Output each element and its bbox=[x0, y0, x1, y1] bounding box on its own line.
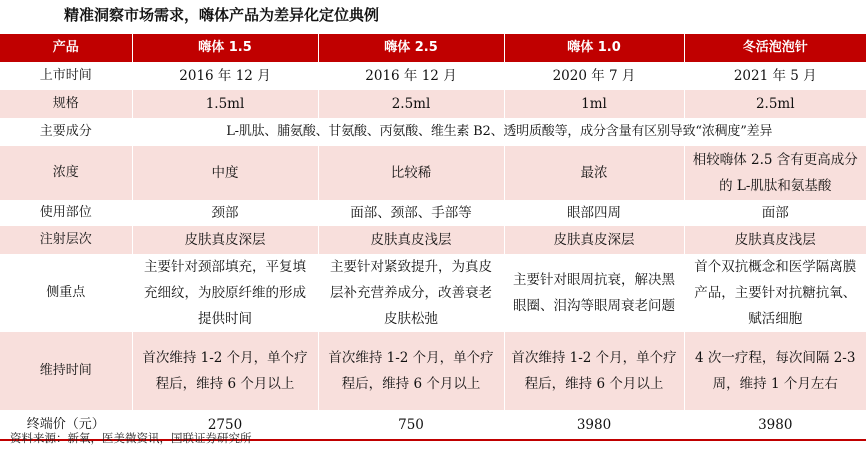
table-cell: 皮肤真皮浅层 bbox=[318, 226, 504, 254]
comparison-table bbox=[0, 34, 866, 441]
page-title: 精准洞察市场需求，嗨体产品为差异化定位典例 bbox=[64, 6, 380, 24]
table-cell: 主要针对眼周抗衰，解决黑眼圈、泪沟等眼周衰老问题 bbox=[504, 254, 684, 332]
table-cell: 相较嗨体 2.5 含有更高成分的 L-肌肽和氨基酸 bbox=[684, 146, 866, 200]
table-cell: 2750 bbox=[132, 410, 318, 440]
table-cell: 1ml bbox=[504, 90, 684, 118]
table-cell: 3980 bbox=[504, 410, 684, 440]
row-label: 主要成分 bbox=[0, 118, 132, 146]
row-label: 终端价（元） bbox=[0, 410, 132, 440]
table-cell: 3980 bbox=[684, 410, 866, 440]
row-label: 使用部位 bbox=[0, 200, 132, 226]
table-cell: 中度 bbox=[132, 146, 318, 200]
table-header-row bbox=[0, 34, 866, 62]
table-cell: 首次维持 1-2 个月，单个疗程后，维持 6 个月以上 bbox=[504, 332, 684, 410]
table-cell: 1.5ml bbox=[132, 90, 318, 118]
table-row bbox=[0, 200, 866, 226]
table-row bbox=[0, 62, 866, 90]
table-cell: 皮肤真皮深层 bbox=[504, 226, 684, 254]
table-cell: 2021 年 5 月 bbox=[684, 62, 866, 90]
table-cell: 2016 年 12 月 bbox=[318, 62, 504, 90]
table-cell: 2.5ml bbox=[684, 90, 866, 118]
header-cell: 产品 bbox=[0, 34, 132, 62]
table-row bbox=[0, 146, 866, 200]
table-row bbox=[0, 90, 866, 118]
table-cell: 主要针对颈部填充，平复填充细纹，为胶原纤维的形成提供时间 bbox=[132, 254, 318, 332]
table-cell: 首个双抗概念和医学隔离膜产品，主要针对抗糖抗氧、赋活细胞 bbox=[684, 254, 866, 332]
table-cell: 主要针对紧致提升，为真皮层补充营养成分，改善衰老皮肤松弛 bbox=[318, 254, 504, 332]
row-label: 侧重点 bbox=[0, 254, 132, 332]
table-cell: 2.5ml bbox=[318, 90, 504, 118]
table-cell: 面部、颈部、手部等 bbox=[318, 200, 504, 226]
table-cell: 4 次一疗程，每次间隔 2-3 周，维持 1 个月左右 bbox=[684, 332, 866, 410]
table-cell: 最浓 bbox=[504, 146, 684, 200]
row-label: 浓度 bbox=[0, 146, 132, 200]
merged-cell: L-肌肽、脯氨酸、甘氨酸、丙氨酸、维生素 B2、透明质酸等，成分含量有区别导致“浓稠度”差异 bbox=[132, 118, 866, 146]
table-cell: 比较稀 bbox=[318, 146, 504, 200]
table-cell: 面部 bbox=[684, 200, 866, 226]
row-label: 维持时间 bbox=[0, 332, 132, 410]
table-cell: 皮肤真皮深层 bbox=[132, 226, 318, 254]
row-label: 上市时间 bbox=[0, 62, 132, 90]
header-cell: 嗨体 1.5 bbox=[132, 34, 318, 62]
row-label: 注射层次 bbox=[0, 226, 132, 254]
header-cell: 嗨体 2.5 bbox=[318, 34, 504, 62]
table-row bbox=[0, 332, 866, 410]
header-cell: 嗨体 1.0 bbox=[504, 34, 684, 62]
table-cell: 颈部 bbox=[132, 200, 318, 226]
header-cell: 冬活泡泡针 bbox=[684, 34, 866, 62]
table-row bbox=[0, 254, 866, 332]
table-row bbox=[0, 118, 866, 146]
table-row bbox=[0, 226, 866, 254]
table-cell: 眼部四周 bbox=[504, 200, 684, 226]
table-cell: 首次维持 1-2 个月，单个疗程后，维持 6 个月以上 bbox=[318, 332, 504, 410]
source-note: 资料来源：新氧，医美微资讯，国联证券研究所 bbox=[10, 431, 252, 445]
table-cell: 2016 年 12 月 bbox=[132, 62, 318, 90]
table-cell: 皮肤真皮浅层 bbox=[684, 226, 866, 254]
table-cell: 首次维持 1-2 个月，单个疗程后，维持 6 个月以上 bbox=[132, 332, 318, 410]
table-cell: 2020 年 7 月 bbox=[504, 62, 684, 90]
table-cell: 750 bbox=[318, 410, 504, 440]
row-label: 规格 bbox=[0, 90, 132, 118]
